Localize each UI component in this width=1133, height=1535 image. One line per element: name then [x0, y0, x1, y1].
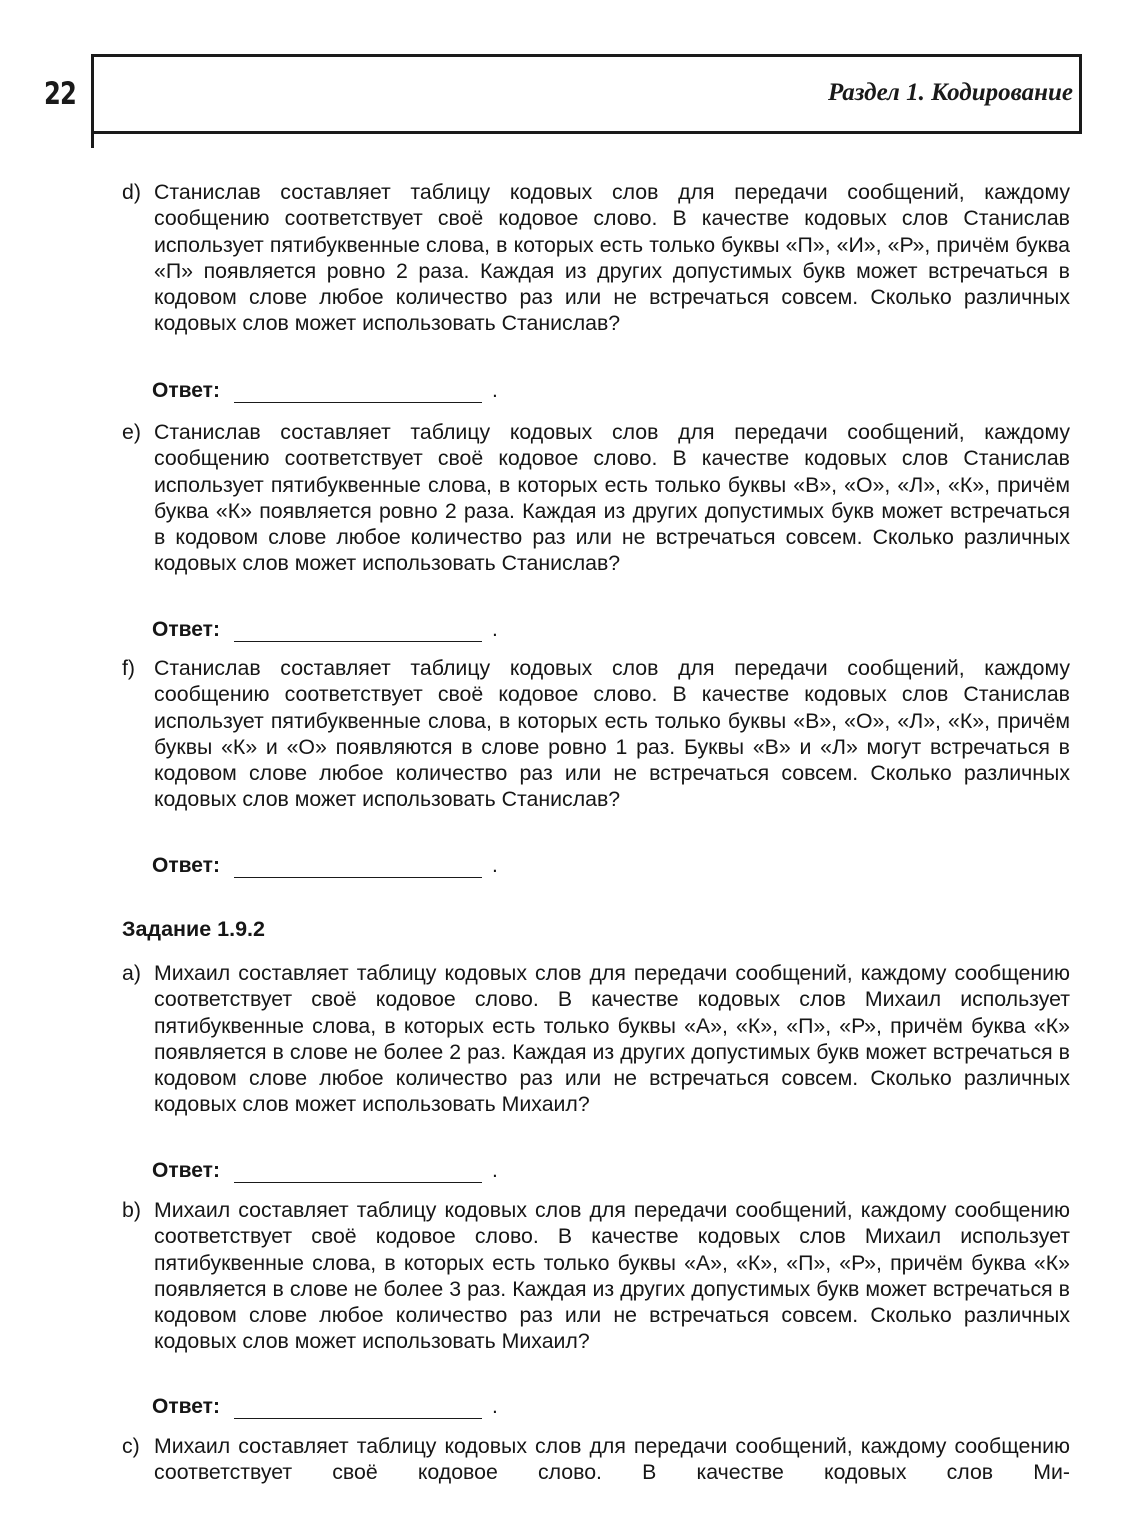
answer-field[interactable] — [234, 1164, 482, 1183]
task-heading: Задание 1.9.2 — [122, 917, 265, 941]
problem-label: e) — [122, 420, 141, 444]
answer-d — [152, 377, 498, 403]
problem-b — [122, 1197, 1070, 1355]
answer-end: . — [491, 379, 498, 402]
problem-label: b) — [122, 1198, 141, 1222]
answer-end: . — [491, 618, 498, 641]
answer-end: . — [491, 1159, 498, 1182]
answer-field[interactable] — [234, 623, 482, 642]
problem-e — [122, 419, 1070, 577]
problem-label: c) — [122, 1434, 140, 1458]
problem-label: a) — [122, 961, 141, 985]
answer-b — [152, 1393, 498, 1419]
problem-c — [122, 1433, 1070, 1486]
problem-label: d) — [122, 180, 141, 204]
answer-field[interactable] — [234, 1400, 482, 1419]
problem-d — [122, 179, 1070, 337]
section-title: Раздел 1. Кодирование — [827, 79, 1073, 106]
problem-text: Станислав составляет таблицу кодовых слов для передачи сообщений, каждому сообщению соответствует своё кодовое слово. В качестве кодовых слов Станислав использует пятибуквенные слова, в которых есть только буквы «В», «О», «Л», «К», причём буква «К» появляется ровно 2 раза. Каждая из других допустимых букв может встречаться в кодовом слове любое количество раз или не встречаться совсем. Сколько различных кодовых слов может использовать Станислав? — [154, 420, 1070, 576]
problem-text: Михаил составляет таблицу кодовых слов для передачи сообщений, каждому сообщению соответствует своё кодовое слово. В качестве кодовых слов Михаил использует пятибуквенные слова, в которых есть только буквы «А», «К», «П», «Р», причём буква «К» появляется в слове не более 2 раз. Каждая из других допустимых букв может встречаться в кодовом слове любое количество раз или не встречаться совсем. Сколько различных кодовых слов может использовать Михаил? — [154, 961, 1070, 1117]
problem-f — [122, 655, 1070, 813]
section-header-box — [91, 54, 1082, 134]
answer-label: Ответ: — [152, 379, 220, 402]
answer-end: . — [491, 1395, 498, 1418]
answer-field[interactable] — [234, 384, 482, 403]
problem-text: Станислав составляет таблицу кодовых слов для передачи сообщений, каждому сообщению соответствует своё кодовое слово. В качестве кодовых слов Станислав использует пятибуквенные слова, в которых есть только буквы «В», «О», «Л», «К», причём буквы «К» и «О» появляются в слове ровно 1 раз. Буквы «В» и «Л» могут встречаться в кодовом слове любое количество раз или не встречаться совсем. Сколько различных кодовых слов может использовать Станислав? — [154, 656, 1070, 812]
header-divider — [91, 128, 94, 148]
problem-label: f) — [122, 656, 136, 680]
answer-f — [152, 852, 498, 878]
answer-label: Ответ: — [152, 1159, 220, 1182]
answer-e — [152, 616, 498, 642]
problem-text: Станислав составляет таблицу кодовых слов для передачи сообщений, каждому сообщению соответствует своё кодовое слово. В качестве кодовых слов Станислав использует пятибуквенные слова, в которых есть только буквы «П», «И», «Р», причём буква «П» появляется ровно 2 раза. Каждая из других допустимых букв может встречаться в кодовом слове любое количество раз или не встречаться совсем. Сколько различных кодовых слов может использовать Станислав? — [154, 180, 1070, 336]
answer-field[interactable] — [234, 859, 482, 878]
problem-a — [122, 960, 1070, 1118]
answer-end: . — [491, 854, 498, 877]
answer-label: Ответ: — [152, 854, 220, 877]
answer-a — [152, 1157, 498, 1183]
answer-label: Ответ: — [152, 1395, 220, 1418]
problem-text: Михаил составляет таблицу кодовых слов для передачи сообщений, каждому сообщению соответствует своё кодовое слово. В качестве кодовых слов Михаил использует пятибуквенные слова, в которых есть только буквы «А», «К», «П», «Р», причём буква «К» появляется в слове не более 3 раз. Каждая из других допустимых букв может встречаться в кодовом слове любое количество раз или не встречаться совсем. Сколько различных кодовых слов может использовать Михаил? — [154, 1198, 1070, 1354]
answer-label: Ответ: — [152, 618, 220, 641]
problem-text: Михаил составляет таблицу кодовых слов для передачи сообщений, каждому сообщению соответствует своё кодовое слово. В качестве кодовых слов Ми- — [154, 1434, 1070, 1485]
page-number: 22 — [44, 76, 77, 112]
